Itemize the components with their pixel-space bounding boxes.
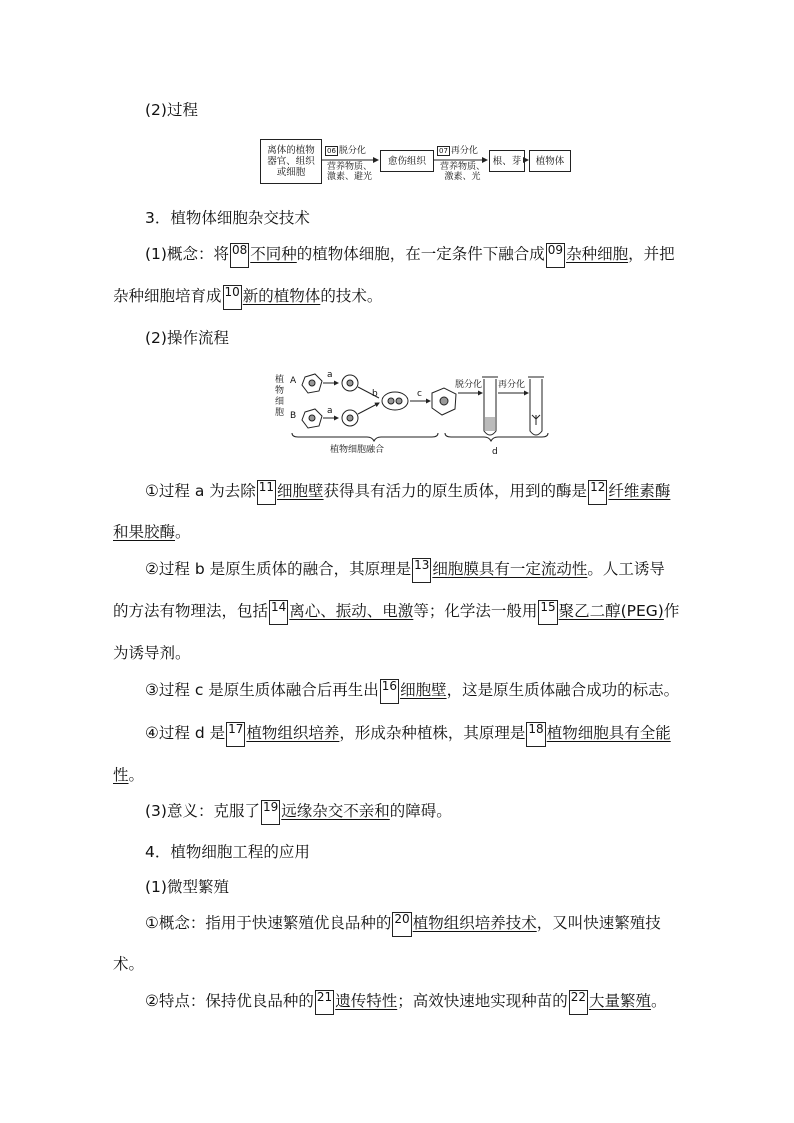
answer: 离心、振动、电激 [289,602,414,620]
step-rediff-conditions: 营养物质、 激素、光 [440,162,486,182]
label-step-a1: a [327,370,333,380]
process-arrows [0,0,794,200]
answer: 新的植物体 [242,287,321,305]
answer: 细胞膜具有一定流动性 [432,560,588,578]
blank-number: 12 [588,480,607,505]
para-5-line-1: (3)意义：克服了 19 远缘杂交不亲和的障碍。 [145,800,715,825]
step-rediff-label: 07 再分化 [439,146,478,156]
para-6-line-1: ①概念：指用于快速繁殖优良品种的 20 植物组织培养技术，又叫快速繁殖技 [145,912,715,937]
para-4-line-1: ④过程 d 是 17 植物组织培养，形成杂种植株，其原理是 18 植物细胞具有全能 [145,722,715,747]
para-2-line-3: 为诱导剂。 [113,644,191,662]
operation-heading: (2)操作流程 [145,329,229,347]
label-step-d: d [492,447,498,457]
answer: 细胞壁 [400,681,447,699]
answer: 性 [113,766,129,784]
answer: 植物组织培养技术 [412,914,537,932]
label-step-b: b [372,389,378,399]
blank-number: 15 [538,600,557,625]
para-2-line-2: 的方法有物理法，包括 14 离心、振动、电激等；化学法一般用 15 聚乙二醇(PEG)作 [113,600,683,625]
answer: 不同种 [250,245,297,263]
step-dediff-label: 06 脱分化 [327,146,366,156]
label-step-a2: a [327,406,333,416]
answer: 植物细胞具有全能 [546,724,671,742]
label-a-upper: A [290,376,297,386]
para-7-line-1: ②特点：保持优良品种的 21 遗传特性；高效快速地实现种苗的 22 大量繁殖。 [145,990,715,1015]
fusion-drawing [272,365,552,460]
label-step-c: c [417,389,422,399]
diagram-box-explant: 离体的植物 器官、组织 或细胞 [260,139,322,184]
label-rediff: 再分化 [498,380,526,390]
diagram-box-plant: 植物体 [529,150,571,172]
section-3-heading: 3．植物体细胞杂交技术 [145,209,310,227]
label-fusion: 植物细胞融合 [330,445,385,455]
para-3-line-1: ③过程 c 是原生质体融合后再生出 16 细胞壁，这是原生质体融合成功的标志。 [145,679,715,704]
blank-number: 10 [223,285,242,310]
blank-number: 21 [315,990,334,1015]
blank-number: 09 [546,243,565,268]
para-2-line-1: ②过程 b 是原生质体的融合，其原理是 13 细胞膜具有一定流动性。人工诱导 [145,558,715,583]
concept-line-2: 杂种细胞培育成 10 新的植物体的技术。 [113,285,683,310]
concept-line-1: (1)概念：将 08 不同种的植物体细胞，在一定条件下融合成 09 杂种细胞，并把 [145,243,715,268]
answer: 远缘杂交不亲和 [281,802,390,820]
answer: 细胞壁 [277,482,324,500]
answer: 和果胶酶 [113,523,176,541]
para-1-line-1: ①过程 a 为去除 11 细胞壁获得具有活力的原生质体，用到的酶是 12 纤维素酶 [145,480,715,505]
answer: 杂种细胞 [566,245,629,263]
label-b-upper: B [290,411,297,421]
blank-number: 11 [257,480,276,505]
blank-number: 22 [569,990,588,1015]
process-heading: (2)过程 [145,101,198,119]
blank-number: 20 [392,912,411,937]
blank-number: 18 [526,722,545,747]
blank-number: 14 [269,600,288,625]
answer: 大量繁殖 [589,992,652,1010]
fusion-diagram [272,365,552,460]
blank-number: 08 [230,243,249,268]
blank-number: 13 [412,558,431,583]
diagram-box-root-bud: 根、芽 [489,150,525,172]
blank-number: 19 [261,800,280,825]
micro-heading: (1)微型繁殖 [145,878,229,896]
blank-number: 16 [380,679,399,704]
answer: 纤维素酶 [608,482,671,500]
plant-cell-label: 植 物 细 胞 [275,375,285,418]
para-1-line-2: 和果胶酶。 [113,523,191,541]
section-4-heading: 4．植物细胞工程的应用 [145,843,310,861]
para-6-line-2: 术。 [113,955,145,973]
blank-number: 17 [226,722,245,747]
step-dediff-conditions: 营养物质、 激素、避光 [327,162,373,182]
answer: 遗传特性 [335,992,398,1010]
para-4-line-2: 性。 [113,766,145,784]
label-dediff: 脱分化 [455,380,483,390]
answer: 聚乙二醇(PEG) [558,602,664,620]
answer: 植物组织培养 [246,724,340,742]
diagram-box-callus: 愈伤组织 [380,150,434,172]
